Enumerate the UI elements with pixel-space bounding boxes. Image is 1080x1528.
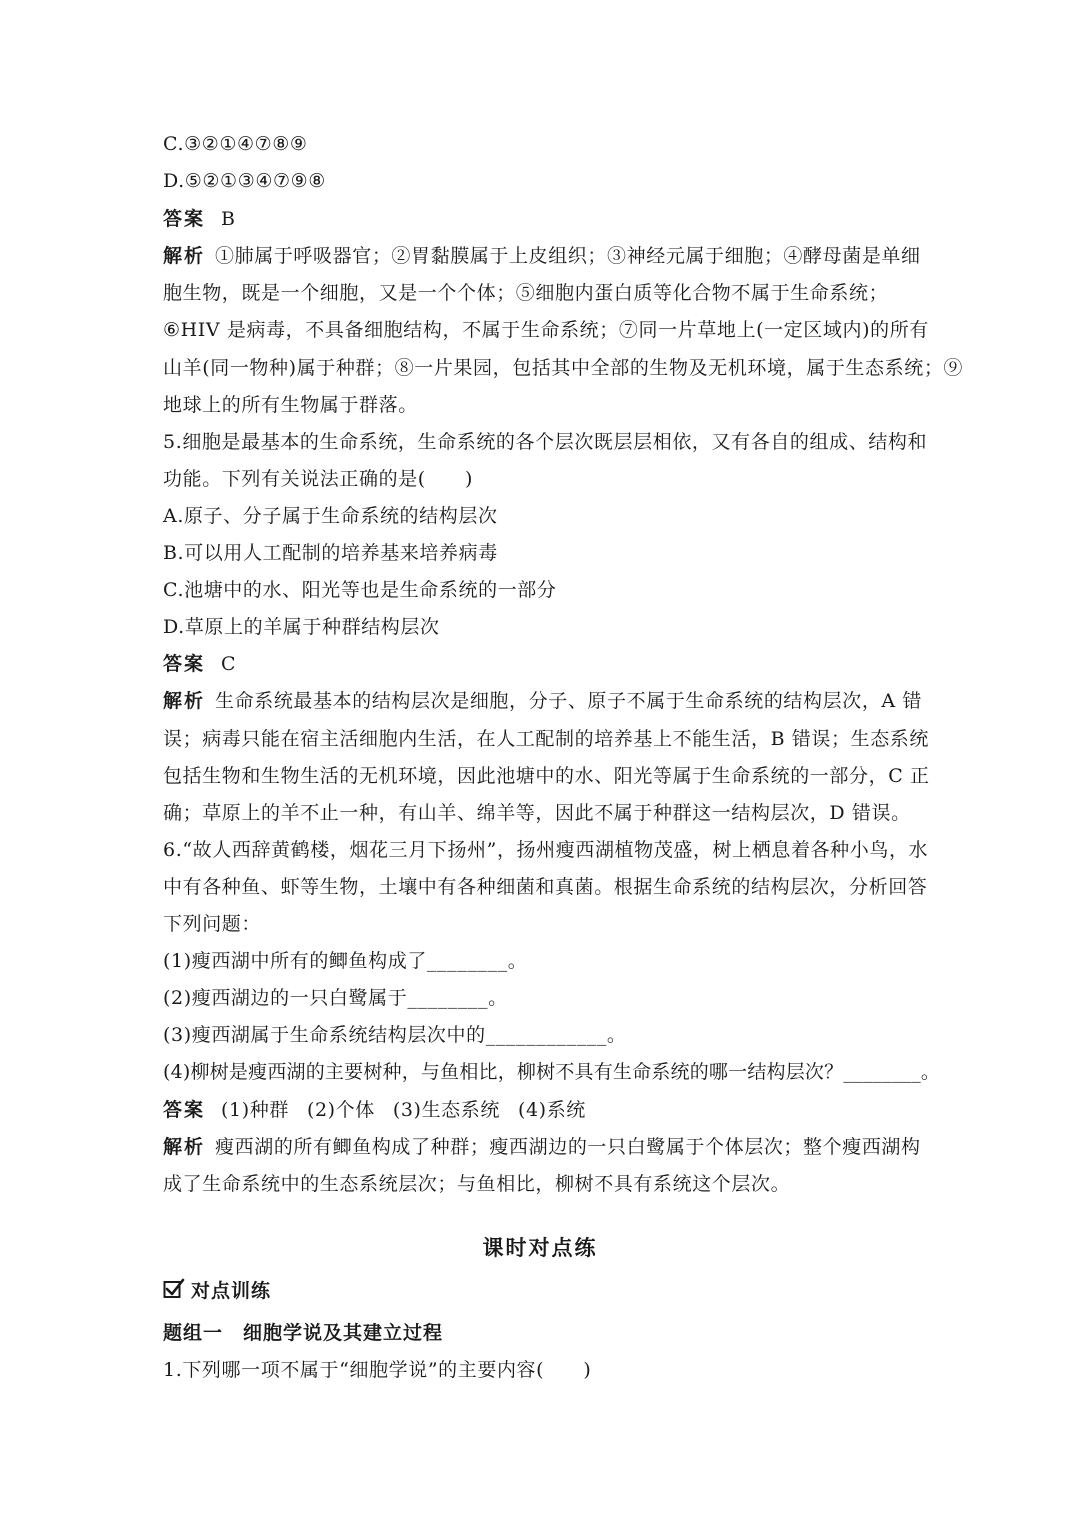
question-1-stem: 1.下列哪一项不属于“细胞学说”的主要内容( )	[163, 1359, 592, 1381]
q5-stem-line: 功能。下列有关说法正确的是( )	[163, 468, 474, 490]
q4-analysis-line	[163, 244, 921, 268]
q4-analysis-line: ⑥HIV 是病毒，不具备细胞结构，不属于生命系统；⑦同一片草地上(一定区域内)的所有	[163, 319, 929, 341]
q5-option-a: A.原子、分子属于生命系统的结构层次	[163, 505, 498, 527]
q6-answer	[163, 1098, 586, 1122]
q6-stem-line: 中有各种鱼、虾等生物，土壤中有各种细菌和真菌。根据生命系统的结构层次，分析回答	[163, 876, 928, 898]
q6-subquestion-3: (3)瘦西湖属于生命系统结构层次中的____________。	[163, 1024, 627, 1046]
q5-analysis-line: 误；病毒只能在宿主活细胞内生活，在人工配制的培养基上不能生活，B 错误；生态系统	[163, 728, 930, 750]
answer-value: B	[221, 208, 236, 230]
answer-item: (4)系统	[517, 1099, 586, 1121]
analysis-text: 生命系统最基本的结构层次是细胞，分子、原子不属于生命系统的结构层次，A 错	[215, 690, 922, 712]
answer-item: (3)生态系统	[392, 1099, 500, 1121]
q6-analysis-line: 成了生命系统中的生态系统层次；与鱼相比，柳树不具有系统这个层次。	[163, 1173, 791, 1195]
analysis-label: 解析	[163, 690, 206, 712]
q4-analysis-line: 山羊(同一物种)属于种群；⑧一片果园，包括其中全部的生物及无机环境，属于生态系统；⑨	[163, 357, 964, 379]
analysis-label: 解析	[163, 1136, 206, 1158]
q4-option-c: C.③②①④⑦⑧⑨	[163, 133, 308, 155]
q4-option-d: D.⑤②①③④⑦⑨⑧	[163, 170, 326, 192]
q6-analysis-line	[163, 1135, 921, 1159]
group-heading: 题组一 细胞学说及其建立过程	[163, 1322, 444, 1344]
answer-item: (2)个体	[306, 1099, 375, 1121]
answer-label: 答案	[163, 1099, 206, 1121]
q5-analysis-line: 包括生物和生物生活的无机环境，因此池塘中的水、阳光等属于生命系统的一部分，C 正	[163, 765, 930, 787]
q4-answer	[163, 207, 236, 231]
q5-analysis-line	[163, 689, 922, 713]
q5-option-b: B.可以用人工配制的培养基来培养病毒	[163, 542, 498, 564]
q5-analysis-line: 确；草原上的羊不止一种，有山羊、绵羊等，因此不属于种群这一结构层次，D 错误。	[163, 802, 911, 824]
q5-stem-line: 5.细胞是最基本的生命系统，生命系统的各个层次既层层相依，又有各自的组成、结构和	[163, 431, 928, 453]
q5-option-d: D.草原上的羊属于种群结构层次	[163, 616, 440, 638]
analysis-text: ①肺属于呼吸器官；②胃黏膜属于上皮组织；③神经元属于细胞；④酵母菌是单细	[215, 245, 921, 267]
q6-subquestion-1: (1)瘦西湖中所有的鲫鱼构成了________。	[163, 950, 528, 972]
q4-analysis-line: 地球上的所有生物属于群落。	[163, 394, 418, 416]
analysis-label: 解析	[163, 245, 206, 267]
q5-option-c: C.池塘中的水、阳光等也是生命系统的一部分	[163, 579, 557, 601]
practice-heading	[163, 1278, 271, 1306]
q4-analysis-line: 胞生物，既是一个细胞，又是一个个体；⑤细胞内蛋白质等化合物不属于生命系统；	[163, 282, 889, 304]
q6-subquestion-2: (2)瘦西湖边的一只白鹭属于________。	[163, 987, 508, 1009]
checkbox-checked-icon	[163, 1278, 185, 1306]
q5-answer	[163, 652, 236, 676]
analysis-text: 瘦西湖的所有鲫鱼构成了种群；瘦西湖边的一只白鹭属于个体层次；整个瘦西湖构	[215, 1136, 921, 1158]
section-title: 课时对点练	[482, 1236, 598, 1260]
q6-subquestion-4: (4)柳树是瘦西湖的主要树种，与鱼相比，柳树不具有生命系统的哪一结构层次？________。	[163, 1061, 941, 1083]
q6-stem-line: 6.“故人西辞黄鹤楼，烟花三月下扬州”，扬州瘦西湖植物茂盛，树上栖息着各种小鸟，水	[163, 839, 929, 861]
answer-label: 答案	[163, 208, 206, 230]
practice-heading-text: 对点训练	[191, 1280, 272, 1302]
answer-label: 答案	[163, 653, 206, 675]
answer-value: C	[221, 653, 237, 675]
q6-stem-line: 下列问题：	[163, 913, 262, 935]
answer-item: (1)种群	[221, 1099, 289, 1121]
